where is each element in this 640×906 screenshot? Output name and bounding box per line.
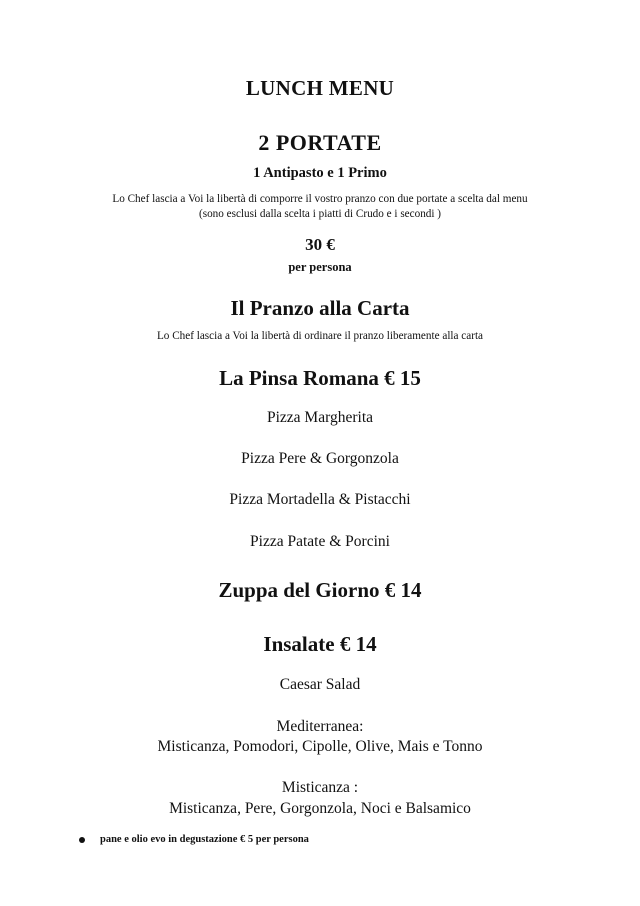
salad-name: Caesar Salad bbox=[279, 676, 361, 693]
salad-ingredients: Misticanza, Pere, Gorgonzola, Noci e Balsamico bbox=[169, 800, 471, 817]
soup-section-title: Zuppa del Giorno € 14 bbox=[218, 578, 422, 602]
salad-name: Mediterranea: bbox=[276, 718, 364, 735]
footnote-text: pane e olio evo in degustazione € 5 per persona bbox=[100, 834, 309, 845]
page-title: LUNCH MENU bbox=[245, 76, 395, 100]
two-courses-description-line1: Lo Chef lascia a Voi la libertà di comporre il vostro pranzo con due portate a scelta dal menu bbox=[112, 193, 528, 205]
pinsa-item: Pizza Patate & Porcini bbox=[250, 533, 390, 550]
salad-name: Misticanza : bbox=[281, 779, 359, 796]
pinsa-item: Pizza Margherita bbox=[266, 409, 374, 426]
pinsa-item: Pizza Pere & Gorgonzola bbox=[241, 450, 399, 467]
two-courses-subtitle: 1 Antipasto e 1 Primo bbox=[253, 165, 387, 181]
a-la-carte-title: Il Pranzo alla Carta bbox=[230, 296, 410, 320]
two-courses-price-note: per persona bbox=[288, 260, 352, 274]
two-courses-price: 30 € bbox=[305, 235, 335, 254]
salad-ingredients: Misticanza, Pomodori, Cipolle, Olive, Mais e Tonno bbox=[157, 738, 483, 755]
pinsa-item: Pizza Mortadella & Pistacchi bbox=[229, 491, 411, 508]
a-la-carte-description: Lo Chef lascia a Voi la libertà di ordinare il pranzo liberamente alla carta bbox=[156, 330, 484, 342]
two-courses-description-line2: (sono esclusi dalla scelta i piatti di Crudo e i secondi ) bbox=[198, 208, 442, 220]
salads-section-title: Insalate € 14 bbox=[263, 632, 377, 656]
pinsa-section-title: La Pinsa Romana € 15 bbox=[219, 366, 421, 390]
footnote bbox=[78, 834, 309, 845]
two-courses-title: 2 PORTATE bbox=[258, 130, 382, 155]
